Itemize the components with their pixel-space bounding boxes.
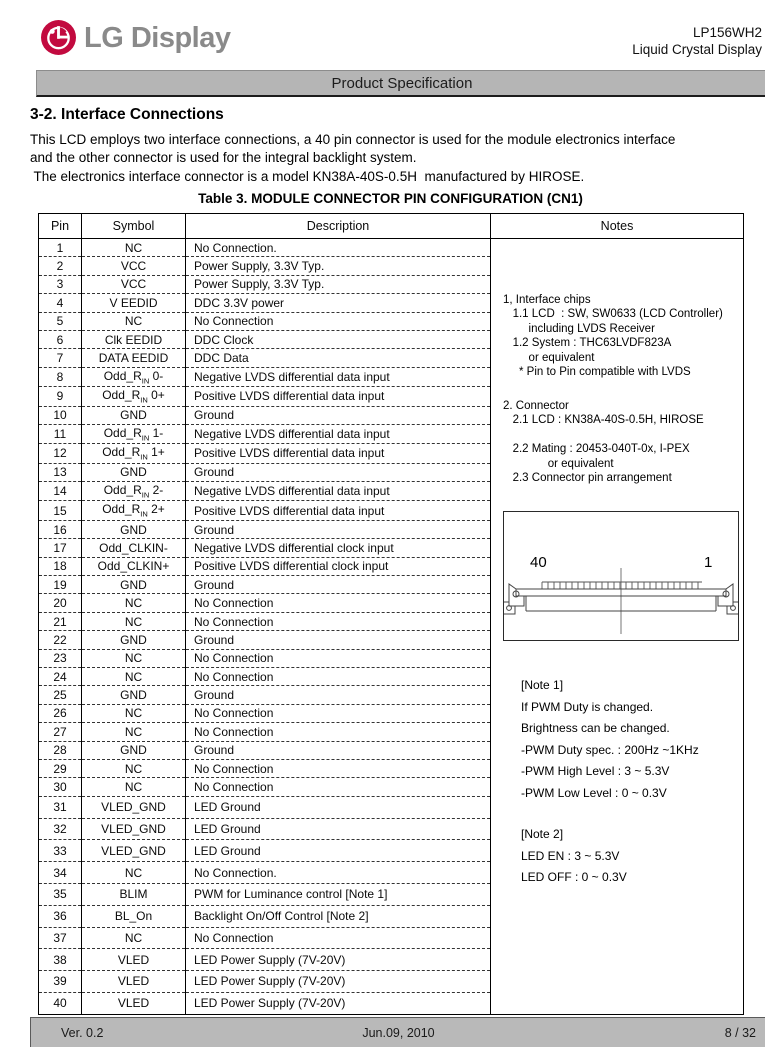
- pin-description: Negative LVDS differential data input: [186, 482, 491, 501]
- product-model: LP156WH2: [692, 25, 762, 40]
- pin-description: Positive LVDS differential data input: [186, 387, 491, 406]
- pin-number: 12: [39, 444, 82, 463]
- lg-logo-icon: [40, 19, 77, 56]
- pin-description: No Connection: [186, 612, 491, 630]
- pin-symbol: $Odd\_R_{IN}$ 2-: [82, 482, 186, 501]
- pin-number: 30: [39, 778, 82, 796]
- pin-symbol: VLED: [82, 949, 186, 971]
- pin-number: 39: [39, 971, 82, 993]
- pin-description: No Connection: [186, 649, 491, 667]
- pin-number: 31: [39, 796, 82, 818]
- pin-description: Ground: [186, 463, 491, 481]
- pin-description: LED Power Supply (7V-20V): [186, 971, 491, 993]
- pin-number: 8: [39, 367, 82, 386]
- pin-description: No Connection: [186, 759, 491, 777]
- pin-description: LED Ground: [186, 818, 491, 840]
- footer-bar: [30, 1017, 765, 1047]
- pin-description: Negative LVDS differential data input: [186, 367, 491, 386]
- pin-description: Power Supply, 3.3V Typ.: [186, 257, 491, 275]
- pin-description: Ground: [186, 520, 491, 538]
- pin-description: LED Ground: [186, 796, 491, 818]
- pin-description: No Connection: [186, 704, 491, 722]
- pin-number: 16: [39, 520, 82, 538]
- pin-symbol: NC: [82, 759, 186, 777]
- pin-number: 2: [39, 257, 82, 275]
- pin-number: 20: [39, 594, 82, 612]
- pin-symbol: GND: [82, 463, 186, 481]
- pin-number: 6: [39, 330, 82, 348]
- pin-number: 15: [39, 501, 82, 520]
- pin-symbol: BLIM: [82, 883, 186, 905]
- pin-number: 27: [39, 723, 82, 741]
- pin-symbol: NC: [82, 778, 186, 796]
- intro-paragraph: This LCD employs two interface connections, a 40 pin connector is used for the module electronics interface and the other connector is used for the integral backlight system. The electronics interface connector is a model KN38A-40S-0.5H manufactured by HIROSE.: [30, 132, 676, 184]
- table-title: Table 3. MODULE CONNECTOR PIN CONFIGURATION (CN1): [198, 191, 583, 206]
- pin-description: Backlight On/Off Control [Note 2]: [186, 905, 491, 927]
- pin-symbol: NC: [82, 239, 186, 257]
- pin-description: Negative LVDS differential data input: [186, 424, 491, 443]
- pin-symbol: NC: [82, 594, 186, 612]
- col-header-notes: Notes: [491, 214, 744, 239]
- pin-symbol: VLED_GND: [82, 818, 186, 840]
- pin-number: 29: [39, 759, 82, 777]
- pin-symbol: GND: [82, 576, 186, 594]
- pin-number: 28: [39, 741, 82, 759]
- note-2: [Note 2] LED EN : 3 ~ 5.3V LED OFF : 0 ~ 0.3V: [521, 827, 627, 885]
- pin-table-body: [39, 239, 744, 1015]
- footer-version: Ver. 0.2: [61, 1026, 104, 1040]
- pin-symbol: BL_On: [82, 905, 186, 927]
- pin-description: No Connection.: [186, 239, 491, 257]
- section-title: 3-2. Interface Connections: [30, 106, 224, 123]
- pin-number: 23: [39, 649, 82, 667]
- pin-number: 7: [39, 349, 82, 367]
- pin-symbol: GND: [82, 686, 186, 704]
- pin-description: Positive LVDS differential clock input: [186, 557, 491, 575]
- pin-number: 5: [39, 312, 82, 330]
- document-header-right: [632, 24, 762, 58]
- pin-number: 9: [39, 387, 82, 406]
- pin-description: No Connection: [186, 594, 491, 612]
- pin-symbol: Odd_CLKIN+: [82, 557, 186, 575]
- pin-description: Ground: [186, 741, 491, 759]
- pin-number: 4: [39, 294, 82, 312]
- pin-symbol: GND: [82, 741, 186, 759]
- pin-description: LED Power Supply (7V-20V): [186, 992, 491, 1014]
- pin-description: No Connection.: [186, 862, 491, 884]
- pin-number: 26: [39, 704, 82, 722]
- pin-description: DDC 3.3V power: [186, 294, 491, 312]
- pin-description: Ground: [186, 576, 491, 594]
- pin-symbol: NC: [82, 312, 186, 330]
- pin-number: 36: [39, 905, 82, 927]
- pin-symbol: VLED: [82, 971, 186, 993]
- pin-symbol: NC: [82, 612, 186, 630]
- pin-number: 1: [39, 239, 82, 257]
- pin-number: 35: [39, 883, 82, 905]
- pin-number: 13: [39, 463, 82, 481]
- connector-note: 2. Connector 2.1 LCD : KN38A-40S-0.5H, HIROSE 2.2 Mating : 20453-040T-0x, I-PEX or equivalent 2.3 Connector pin arrangement: [503, 400, 704, 485]
- pin-description: Negative LVDS differential clock input: [186, 539, 491, 557]
- pin-number: 14: [39, 482, 82, 501]
- product-type: Liquid Crystal Display: [632, 42, 762, 57]
- connector-pin-diagram: [503, 511, 739, 641]
- pin-description: PWM for Luminance control [Note 1]: [186, 883, 491, 905]
- pin-number: 18: [39, 557, 82, 575]
- pin-description: Positive LVDS differential data input: [186, 444, 491, 463]
- col-header-symbol: Symbol: [82, 214, 186, 239]
- pin-description: DDC Data: [186, 349, 491, 367]
- notes-cell: [491, 239, 744, 1015]
- pin-number: 22: [39, 631, 82, 649]
- table-header-row: [39, 214, 744, 239]
- pin-1-label: 1: [704, 554, 713, 571]
- pin-description: Ground: [186, 686, 491, 704]
- footer-date: Jun.09, 2010: [362, 1026, 435, 1040]
- pin-symbol: Odd_CLKIN-: [82, 539, 186, 557]
- connector-drawing-icon: [504, 512, 738, 640]
- pin-symbol: V EEDID: [82, 294, 186, 312]
- pin-description: Power Supply, 3.3V Typ.: [186, 275, 491, 293]
- spec-bar-title: Product Specification: [36, 70, 765, 97]
- pin-symbol: VCC: [82, 257, 186, 275]
- pin-number: 11: [39, 424, 82, 443]
- pin-symbol: Clk EEDID: [82, 330, 186, 348]
- pin-symbol: VLED_GND: [82, 796, 186, 818]
- pin-symbol: NC: [82, 649, 186, 667]
- col-header-pin: Pin: [39, 214, 82, 239]
- pin-symbol: $Odd\_R_{IN}$ 1-: [82, 424, 186, 443]
- pin-symbol: NC: [82, 667, 186, 685]
- pin-symbol: NC: [82, 704, 186, 722]
- note-1: [Note 1] If PWM Duty is changed. Brightness can be changed. -PWM Duty spec. : 200Hz ~1KHz -PWM High Level : 3 ~ 5.3V -PWM Low Level : 0 ~ 0.3V: [521, 678, 699, 800]
- pin-number: 25: [39, 686, 82, 704]
- pin-symbol: VCC: [82, 275, 186, 293]
- pin-symbol: VLED_GND: [82, 840, 186, 862]
- pin-symbol: VLED: [82, 992, 186, 1014]
- pin-description: Ground: [186, 406, 491, 424]
- pin-symbol: GND: [82, 406, 186, 424]
- pin-description: No Connection: [186, 723, 491, 741]
- pin-number: 3: [39, 275, 82, 293]
- col-header-description: Description: [186, 214, 491, 239]
- pin-number: 32: [39, 818, 82, 840]
- pin-symbol: $Odd\_R_{IN}$ 0-: [82, 367, 186, 386]
- pin-symbol: DATA EEDID: [82, 349, 186, 367]
- pin-symbol: $Odd\_R_{IN}$ 0+: [82, 387, 186, 406]
- pin-description: No Connection: [186, 667, 491, 685]
- pin-number: 19: [39, 576, 82, 594]
- pin-number: 17: [39, 539, 82, 557]
- pin-number: 37: [39, 927, 82, 949]
- table-row: [39, 239, 744, 257]
- pin-description: No Connection: [186, 927, 491, 949]
- pin-symbol: $Odd\_R_{IN}$ 1+: [82, 444, 186, 463]
- notes-content: [491, 239, 743, 1014]
- pin-symbol: NC: [82, 927, 186, 949]
- pin-description: LED Ground: [186, 840, 491, 862]
- pin-number: 33: [39, 840, 82, 862]
- pin-symbol: $Odd\_R_{IN}$ 2+: [82, 501, 186, 520]
- pin-description: DDC Clock: [186, 330, 491, 348]
- pin-description: No Connection: [186, 312, 491, 330]
- footer-page-number: 8 / 32: [724, 1026, 756, 1040]
- pin-symbol: GND: [82, 631, 186, 649]
- pin-description: LED Power Supply (7V-20V): [186, 949, 491, 971]
- pin-40-label: 40: [530, 554, 547, 571]
- interface-chips-note: 1, Interface chips 1.1 LCD : SW, SW0633 (LCD Controller) including LVDS Receiver 1.2 System : THC63LVDF823A or equivalent * Pin to Pin compatible with LVDS: [503, 294, 723, 379]
- pin-symbol: NC: [82, 723, 186, 741]
- pin-description: Ground: [186, 631, 491, 649]
- pin-number: 34: [39, 862, 82, 884]
- pin-description: Positive LVDS differential data input: [186, 501, 491, 520]
- pin-number: 10: [39, 406, 82, 424]
- pin-symbol: GND: [82, 520, 186, 538]
- pin-number: 38: [39, 949, 82, 971]
- pin-number: 40: [39, 992, 82, 1014]
- pin-number: 24: [39, 667, 82, 685]
- pin-description: No Connection: [186, 778, 491, 796]
- pin-configuration-table: [38, 213, 744, 1015]
- brand-name: LG Display: [84, 22, 231, 54]
- pin-symbol: NC: [82, 862, 186, 884]
- pin-number: 21: [39, 612, 82, 630]
